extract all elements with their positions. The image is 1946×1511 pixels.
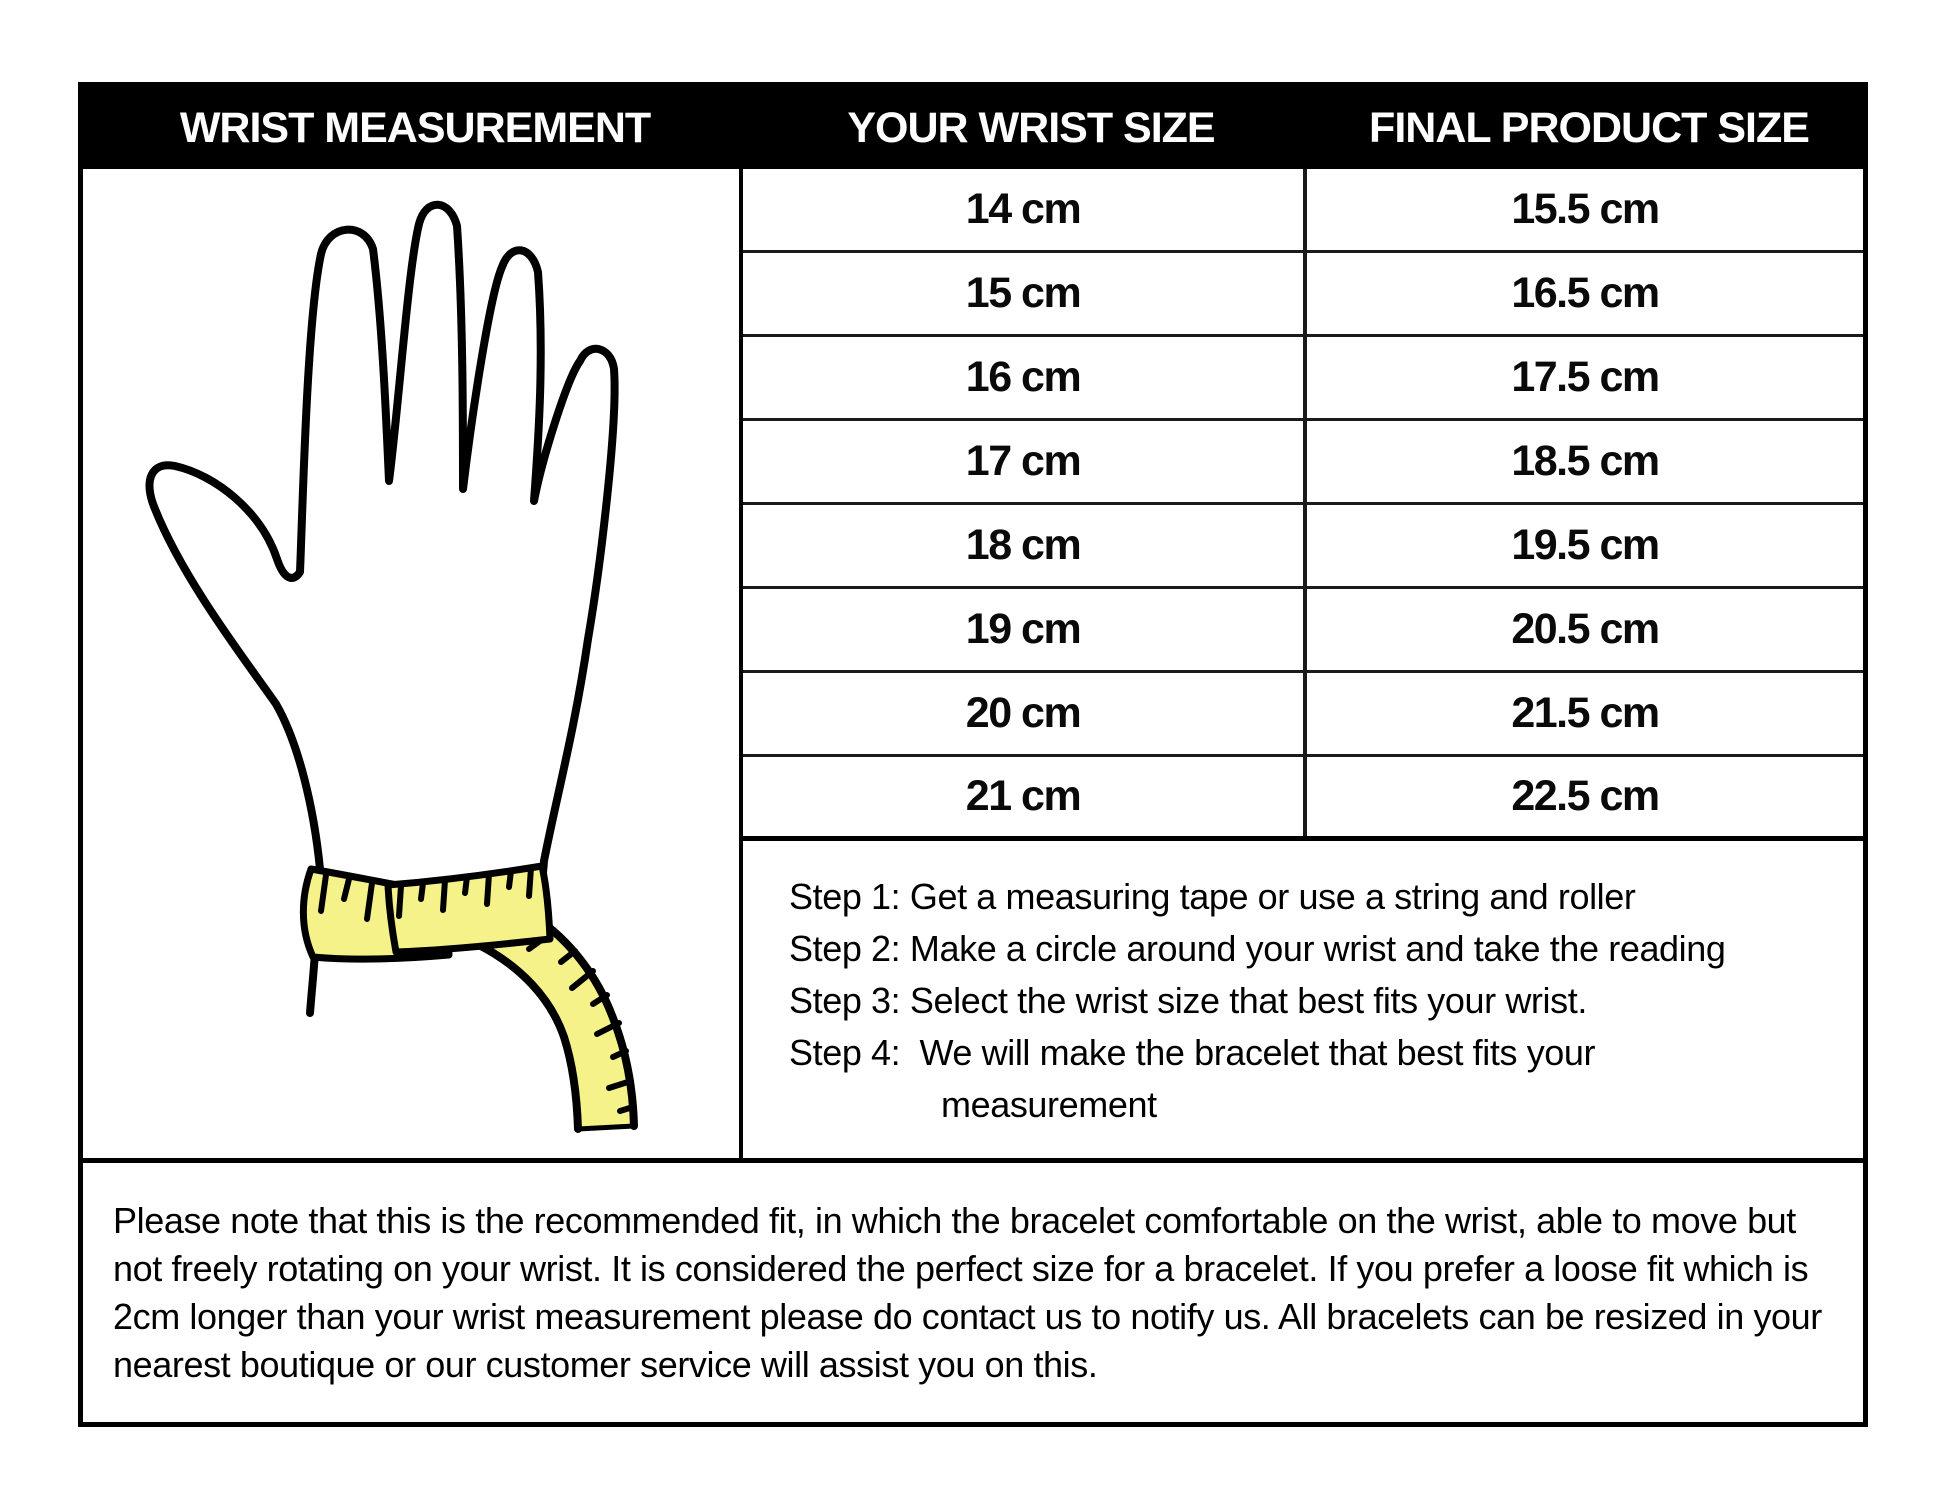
wrist-size-cell bbox=[743, 757, 1307, 836]
wrist-size-cell bbox=[743, 505, 1307, 586]
wrist-size-value: 20 cm bbox=[965, 689, 1081, 737]
wrist-size-value: 16 cm bbox=[965, 353, 1081, 401]
wrist-size-cell bbox=[743, 673, 1307, 754]
table-row bbox=[743, 337, 1863, 421]
table-row bbox=[743, 757, 1863, 841]
wrist-size-cell bbox=[743, 421, 1307, 502]
product-size-cell bbox=[1307, 673, 1863, 754]
product-size-value: 17.5 cm bbox=[1511, 353, 1659, 401]
product-size-cell bbox=[1307, 757, 1863, 836]
wrist-size-cell bbox=[743, 589, 1307, 670]
fit-note-section bbox=[83, 1158, 1863, 1422]
wrist-size-value: 14 cm bbox=[965, 185, 1081, 233]
product-size-cell bbox=[1307, 253, 1863, 334]
size-chart-table bbox=[78, 82, 1868, 1427]
product-size-cell bbox=[1307, 337, 1863, 418]
product-size-value: 20.5 cm bbox=[1511, 605, 1659, 653]
hand-with-measuring-tape-illustration bbox=[83, 169, 743, 1158]
step-4-continuation: measurement bbox=[941, 1084, 1157, 1125]
wrist-size-value: 15 cm bbox=[965, 269, 1081, 317]
table-row bbox=[743, 673, 1863, 757]
wrist-size-cell bbox=[743, 253, 1307, 334]
step-4: Step 4: We will make the bracelet that best fits your bbox=[789, 1032, 1596, 1073]
measuring-steps bbox=[743, 841, 1863, 1158]
table-row bbox=[743, 589, 1863, 673]
sizes-column bbox=[743, 169, 1863, 1158]
table-body bbox=[83, 169, 1863, 1158]
header-wrist-measurement: WRIST MEASUREMENT bbox=[179, 103, 651, 152]
table-row bbox=[743, 421, 1863, 505]
product-size-value: 19.5 cm bbox=[1511, 521, 1659, 569]
product-size-value: 21.5 cm bbox=[1511, 689, 1659, 737]
step-3: Step 3: Select the wrist size that best fits your wrist. bbox=[789, 980, 1587, 1021]
product-size-cell bbox=[1307, 421, 1863, 502]
wrist-size-value: 21 cm bbox=[965, 772, 1081, 820]
table-row bbox=[743, 505, 1863, 589]
product-size-cell bbox=[1307, 589, 1863, 670]
step-2: Step 2: Make a circle around your wrist and take the reading bbox=[789, 928, 1726, 969]
hand-illustration-cell bbox=[83, 169, 743, 1158]
header-final-product-size: FINAL PRODUCT SIZE bbox=[1369, 103, 1809, 152]
table-header-row bbox=[83, 87, 1863, 169]
product-size-cell bbox=[1307, 505, 1863, 586]
wrist-size-value: 17 cm bbox=[965, 437, 1081, 485]
wrist-size-value: 18 cm bbox=[965, 521, 1081, 569]
table-row bbox=[743, 169, 1863, 253]
wrist-size-cell bbox=[743, 337, 1307, 418]
wrist-size-value: 19 cm bbox=[965, 605, 1081, 653]
product-size-value: 15.5 cm bbox=[1511, 185, 1659, 233]
wrist-size-cell bbox=[743, 169, 1307, 250]
tape-loop-end-cap bbox=[578, 1126, 634, 1129]
product-size-value: 16.5 cm bbox=[1511, 269, 1659, 317]
product-size-value: 22.5 cm bbox=[1511, 772, 1659, 820]
fit-note-text: Please note that this is the recommended fit, in which the bracelet comfortable on the wrist, able to move but not freely rotating on your wrist. It is considered the perfect size for a bracelet. If you prefer a loose fit which is 2cm longer than your wrist measurement please do contact us to notify us. All bracelets can be resized in your nearest boutique or our customer service will assist you on this. bbox=[113, 1200, 1822, 1385]
table-row bbox=[743, 253, 1863, 337]
step-1: Step 1: Get a measuring tape or use a string and roller bbox=[789, 876, 1636, 917]
product-size-value: 18.5 cm bbox=[1511, 437, 1659, 485]
header-your-wrist-size: YOUR WRIST SIZE bbox=[847, 103, 1215, 152]
product-size-cell bbox=[1307, 169, 1863, 250]
